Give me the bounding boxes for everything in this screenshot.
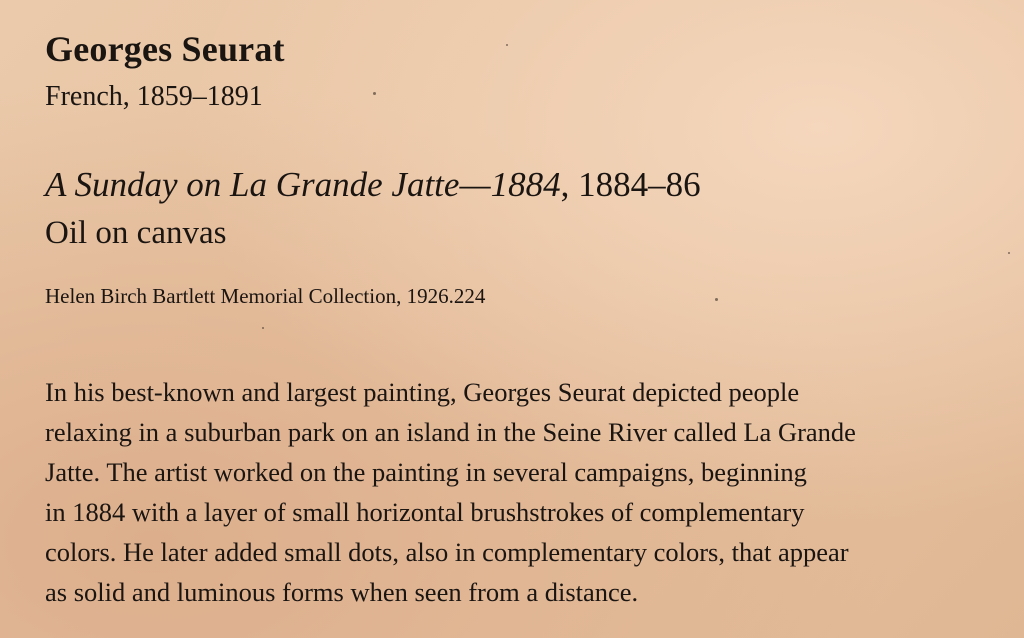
credit-line: Helen Birch Bartlett Memorial Collection, 1926.224 xyxy=(45,284,486,308)
artist-nationality-dates: French, 1859–1891 xyxy=(45,81,263,112)
title-date-separator: , xyxy=(560,165,579,204)
dust-speck xyxy=(1008,252,1010,254)
description-line: Jatte. The artist worked on the painting in several campaigns, beginning xyxy=(45,457,807,487)
artwork-title-line xyxy=(45,165,701,205)
description-line: In his best-known and largest painting, Georges Seurat depicted people xyxy=(45,377,800,407)
artwork-medium: Oil on canvas xyxy=(45,215,227,251)
dust-speck xyxy=(262,327,264,329)
artwork-title: A Sunday on La Grande Jatte—1884 xyxy=(45,165,561,204)
artist-name: Georges Seurat xyxy=(45,29,285,69)
dust-speck xyxy=(506,44,508,46)
description-line: in 1884 with a layer of small horizontal brushstrokes of complementary xyxy=(45,497,805,527)
description-line: relaxing in a suburban park on an island in the Seine River called La Grande xyxy=(45,417,856,447)
description-paragraph xyxy=(45,372,1005,612)
dust-speck xyxy=(373,92,376,95)
description-line: colors. He later added small dots, also in complementary colors, that appear xyxy=(45,537,849,567)
description-line: as solid and luminous forms when seen from a distance. xyxy=(45,577,639,607)
artwork-date: 1884–86 xyxy=(578,165,701,204)
dust-speck xyxy=(715,298,718,301)
